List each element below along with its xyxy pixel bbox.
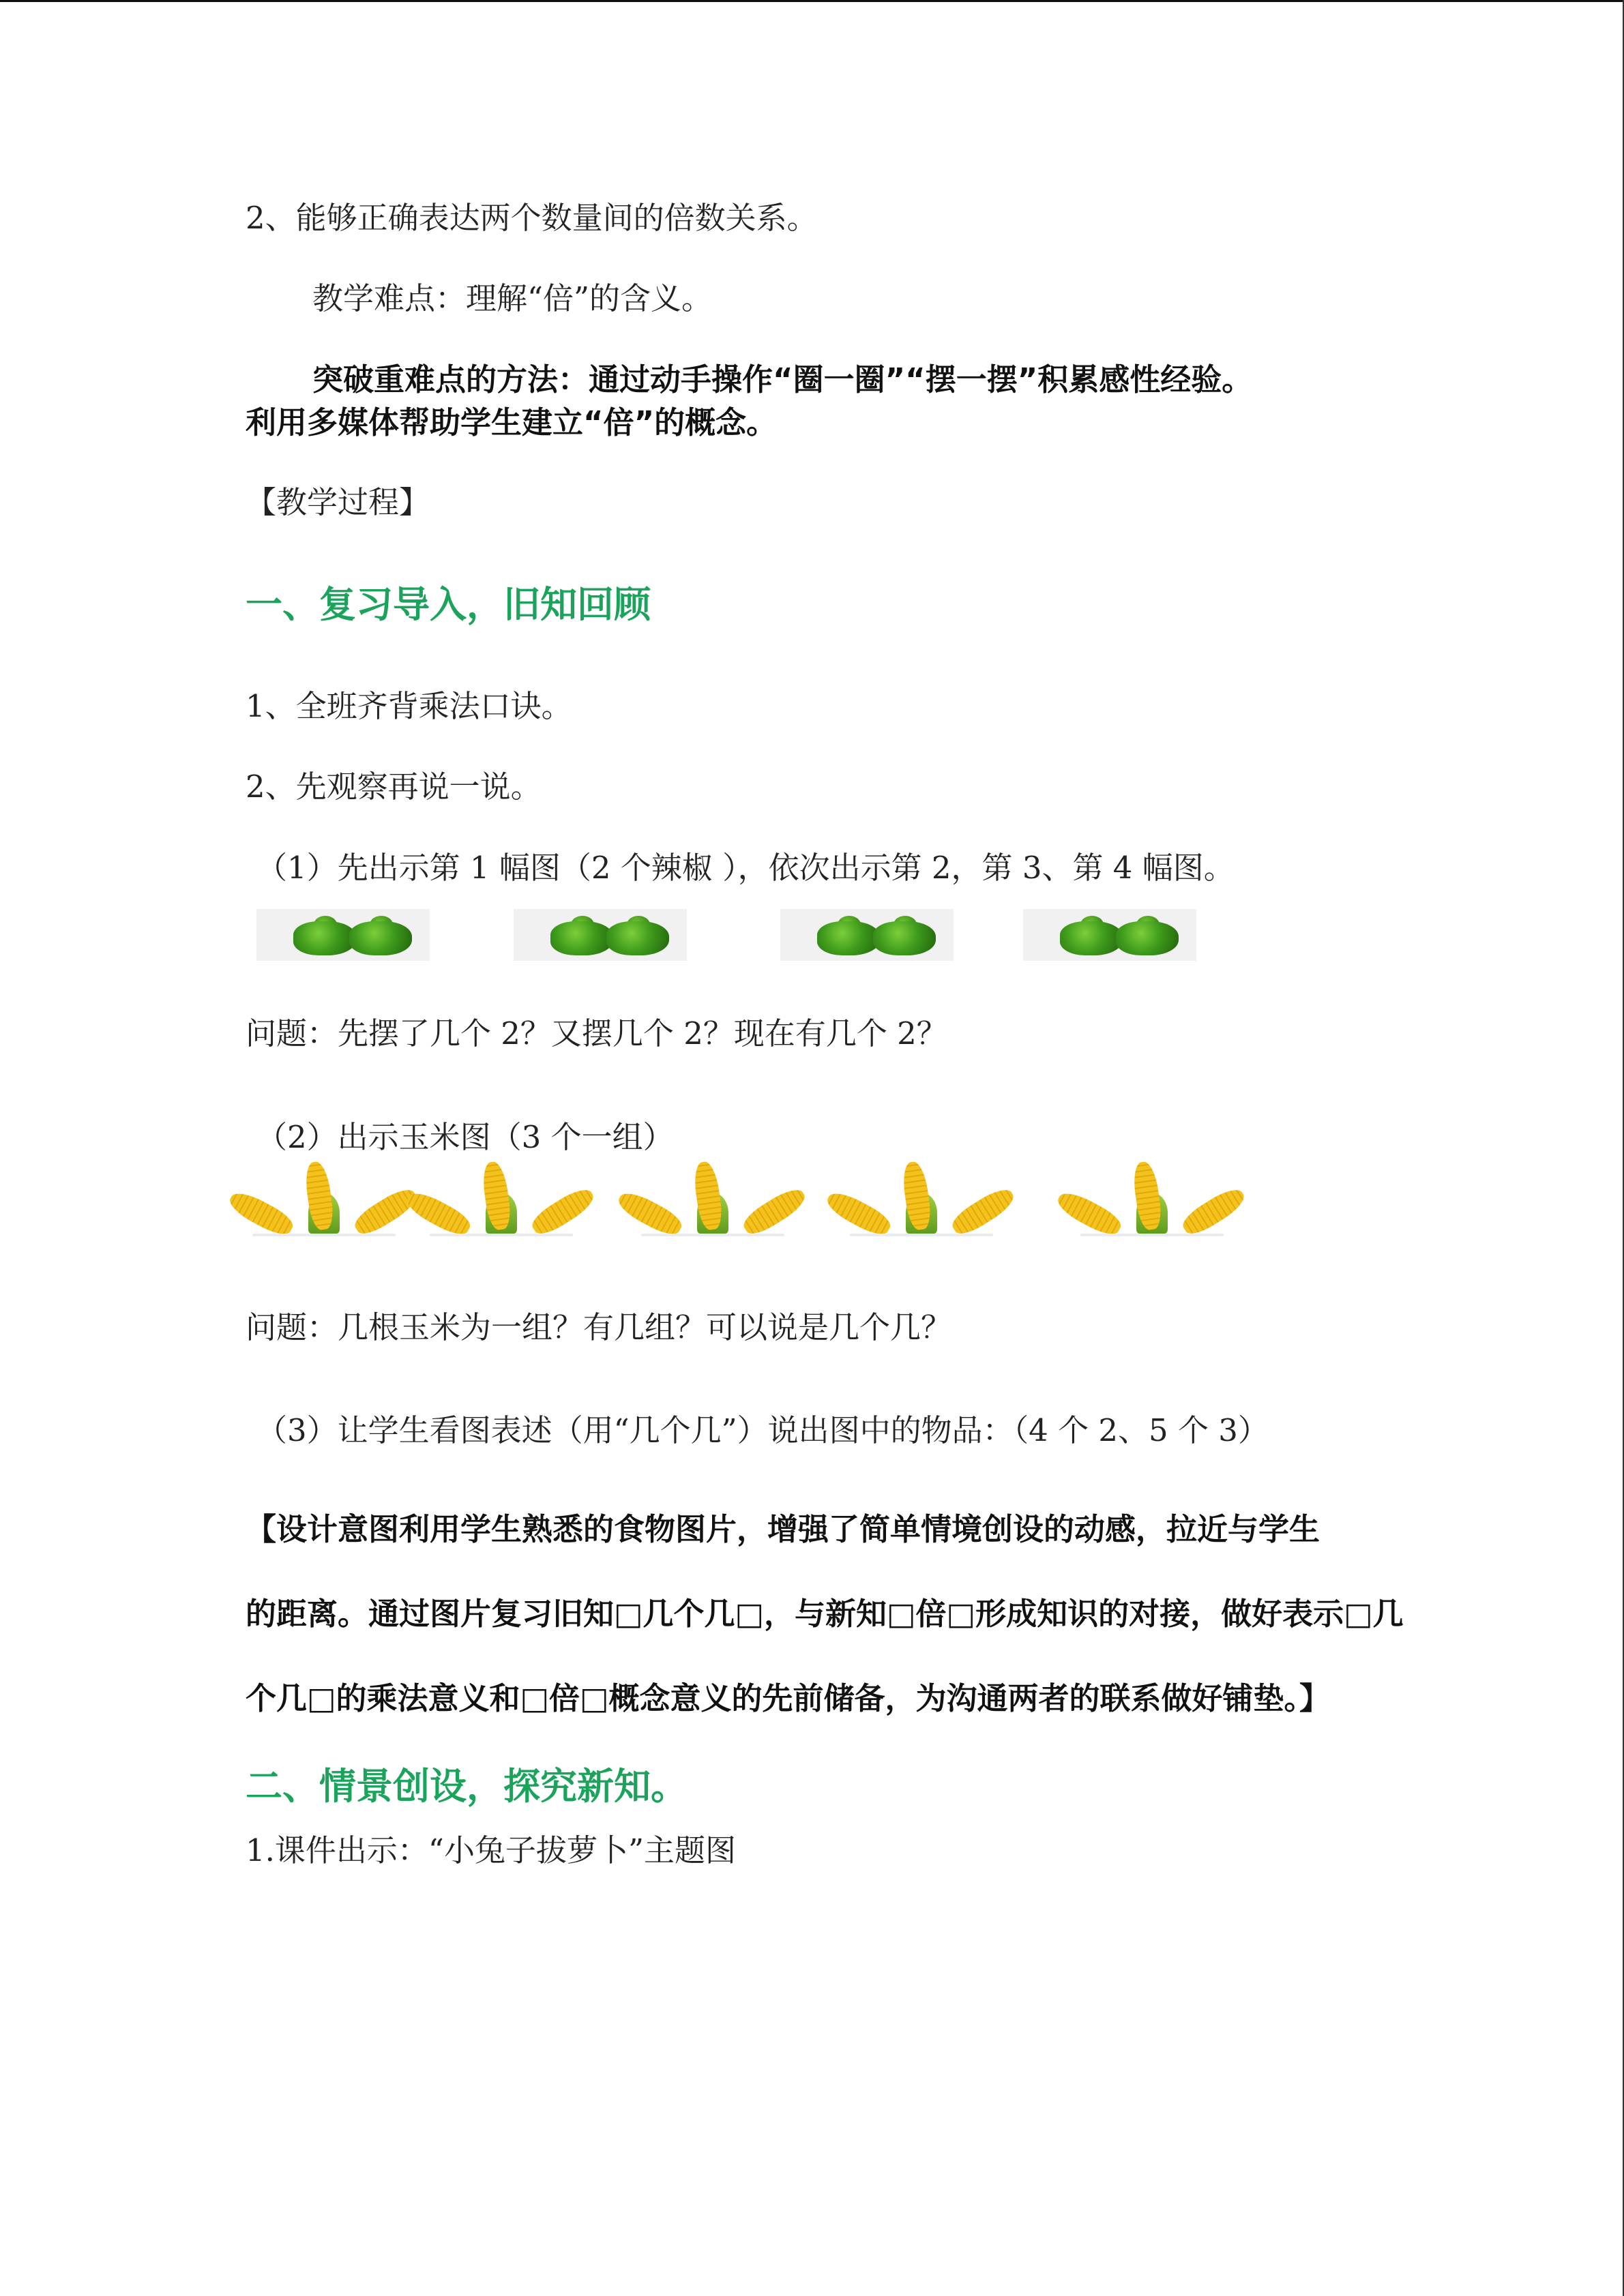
corn-picture-5 bbox=[1074, 1168, 1230, 1236]
step-2-text: （2）出示玉米图（3 个一组） bbox=[256, 1119, 674, 1155]
corn-picture-1 bbox=[246, 1168, 402, 1236]
step-3-text: （3）让学生看图表述（用“几个几”）说出图中的物品：（4 个 2、5 个 3） bbox=[256, 1412, 1269, 1448]
pepper-picture-3 bbox=[780, 909, 954, 961]
pepper-picture-2 bbox=[514, 909, 687, 961]
objective-2: 2、能够正确表达两个数量间的倍数关系。 bbox=[246, 200, 818, 236]
process-label: 【教学过程】 bbox=[246, 484, 430, 520]
section-2-item-1: 1.课件出示：“小兔子拔萝卜”主题图 bbox=[246, 1832, 736, 1868]
section-2-heading: 二、情景创设，探究新知。 bbox=[246, 1765, 688, 1808]
method-line-1: 突破重难点的方法：通过动手操作“圈一圈”“摆一摆”积累感性经验。 bbox=[312, 361, 1253, 398]
method-line-2: 利用多媒体帮助学生建立“倍”的概念。 bbox=[246, 404, 778, 441]
corn-picture-2 bbox=[423, 1168, 580, 1236]
pepper-picture-1 bbox=[256, 909, 430, 961]
section-1-heading: 一、复习导入，旧知回顾 bbox=[246, 583, 651, 626]
section-1-item-2: 2、先观察再说一说。 bbox=[246, 769, 542, 805]
question-2: 问题：几根玉米为一组？有几组？可以说是几个几？ bbox=[246, 1309, 952, 1345]
page-top-border bbox=[0, 0, 1624, 2]
pepper-icon bbox=[550, 916, 613, 955]
corn-picture-3 bbox=[634, 1168, 791, 1236]
section-1-item-1: 1、全班齐背乘法口诀。 bbox=[246, 688, 572, 724]
corn-picture-4 bbox=[843, 1168, 1000, 1236]
pepper-icon bbox=[1060, 916, 1123, 955]
pepper-icon bbox=[606, 916, 669, 955]
pepper-icon bbox=[873, 916, 936, 955]
design-intent-line-3: 个几□的乘法意义和□倍□概念意义的先前储备，为沟通两者的联系做好铺垫。】 bbox=[246, 1680, 1331, 1716]
question-1: 问题：先摆了几个 2？又摆几个 2？现在有几个 2？ bbox=[246, 1015, 947, 1052]
step-1-text: （1）先出示第 1 幅图（2 个辣椒 ），依次出示第 2，第 3、第 4 幅图。 bbox=[256, 850, 1235, 886]
difficulty-text: 教学难点：理解“倍”的含义。 bbox=[312, 280, 713, 316]
pepper-icon bbox=[1116, 916, 1179, 955]
pepper-icon bbox=[817, 916, 880, 955]
pepper-icon bbox=[293, 916, 356, 955]
design-intent-line-1: 【设计意图利用学生熟悉的食物图片，增强了简单情境创设的动感，拉近与学生 bbox=[246, 1511, 1320, 1547]
design-intent-line-2: 的距离。通过图片复习旧知□几个几□，与新知□倍□形成知识的对接，做好表示□几 bbox=[246, 1596, 1404, 1632]
pepper-icon bbox=[349, 916, 412, 955]
pepper-picture-4 bbox=[1023, 909, 1196, 961]
